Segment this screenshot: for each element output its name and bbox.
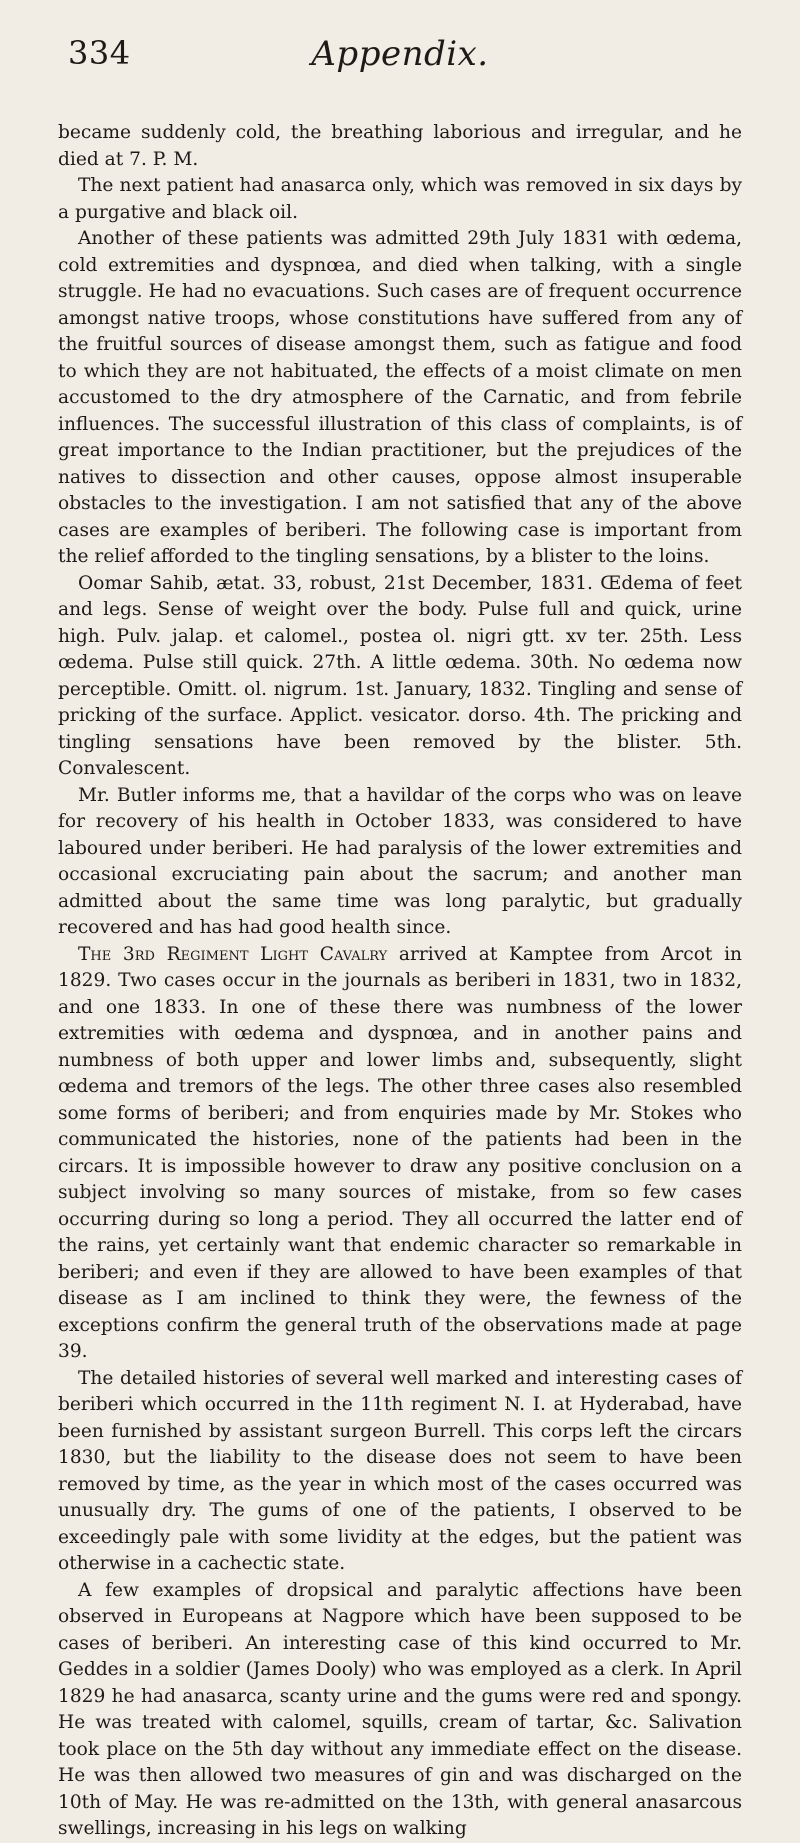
paragraph-6-lead: The 3rd Regiment Light Cavalry bbox=[78, 943, 388, 965]
paragraph-6 bbox=[58, 942, 742, 1366]
paragraph-5: Mr. Butler informs me, that a havildar of the corps who was on leave for recovery of his health in October 1833, was considered to have laboured under beriberi. He had paralysis of the lower extremities and occasional excruciating pain about the sacrum; and another man admitted about the same time was long paralytic, but gradually recovered and has had good health since. bbox=[58, 784, 742, 938]
page-header bbox=[58, 24, 742, 84]
paragraph-4: Oomar Sahib, ætat. 33, robust, 21st December, 1831. Œdema of feet and legs. Sense of weight over the body. Pulse full and quick, urine high. Pulv. jalap. et calomel., postea ol. nigri gtt. xv ter. 25th. Less œdema. Pulse still quick. 27th. A little œdema. 30th. No œdema now perceptible. Omitt. ol. nigrum. 1st. January, 1832. Tingling and sense of pricking of the surface. Applict. vesicator. dorso. 4th. The pricking and tingling sensations have been removed by the blister. 5th. Convalescent. bbox=[58, 572, 742, 779]
paragraph-8: A few examples of dropsical and paralytic affections have been observed in Europeans at Nagpore which have been supposed to be cases of beriberi. An interesting case of this kind occurred to Mr. Geddes in a soldier (James Dooly) who was employed as a clerk. In April 1829 he had anasarca, scanty urine and the gums were red and spongy. He was treated with calomel, squills, cream of tartar, &c. Salivation took place on the 5th day without any immediate effect on the disease. He was then allowed two measures of gin and was discharged on the 10th of May. He was re-admitted on the 13th, with general anasarcous swellings, increasing in his legs on walking bbox=[58, 1579, 742, 1839]
paragraph-1: became suddenly cold, the breathing laborious and irregular, and he died at 7. P. M. bbox=[58, 122, 742, 170]
page-body bbox=[58, 120, 742, 1843]
running-title: Appendix. bbox=[311, 34, 489, 74]
page-number: 334 bbox=[68, 34, 131, 72]
paragraph-2: The next patient had anasarca only, which was removed in six days by a purgative and black oil. bbox=[58, 175, 742, 223]
paragraph-7: The detailed histories of several well marked and interesting cases of beriberi which occurred in the 11th regiment N. I. at Hyderabad, have been furnished by assistant surgeon Burrell. This corps left the circars 1830, but the liability to the disease does not seem to have been removed by time, as the year in which most of the cases occurred was unusually dry. The gums of one of the patients, I observed to be exceedingly pale with some lividity at the edges, but the patient was otherwise in a cachectic state. bbox=[58, 1367, 742, 1574]
paragraph-6-text: arrived at Kamptee from Arcot in 1829. Two cases occur in the journals as beriberi in 1831, two in 1832, and one 1833. In one of these there was numbness of the lower extremities with œdema and dyspnœa, and in another pains and numbness of both upper and lower limbs and, subsequently, slight œdema and tremors of the legs. The other three cases also resembled some forms of beriberi; and from enquiries made by Mr. Stokes who communicated the histories, none of the patients had been in the circars. It is impossible however to draw any positive conclusion on a subject involving so many sources of mistake, from so few cases occurring during so long a period. They all occurred the latter end of the rains, yet certainly want that endemic character so remarkable in beriberi; and even if they are allowed to have been examples of that disease as I am inclined to think they were, the fewness of the exceptions confirm the general truth of the observations made at page 39. bbox=[58, 943, 742, 1362]
paragraph-3: Another of these patients was admitted 29th July 1831 with œdema, cold extremities and dyspnœa, and died when talking, with a single struggle. He had no evacuations. Such cases are of frequent occurrence amongst native troops, whose constitutions have suffered from any of the fruitful sources of disease amongst them, such as fatigue and food to which they are not habituated, the effects of a moist climate on men accustomed to the dry atmosphere of the Carnatic, and from febrile influences. The successful illustration of this class of complaints, is of great importance to the Indian practitioner, but the prejudices of the natives to dissection and other causes, oppose almost insuperable obstacles to the investigation. I am not satisfied that any of the above cases are examples of beriberi. The following case is important from the relief afforded to the tingling sensations, by a blister to the loins. bbox=[58, 228, 742, 567]
